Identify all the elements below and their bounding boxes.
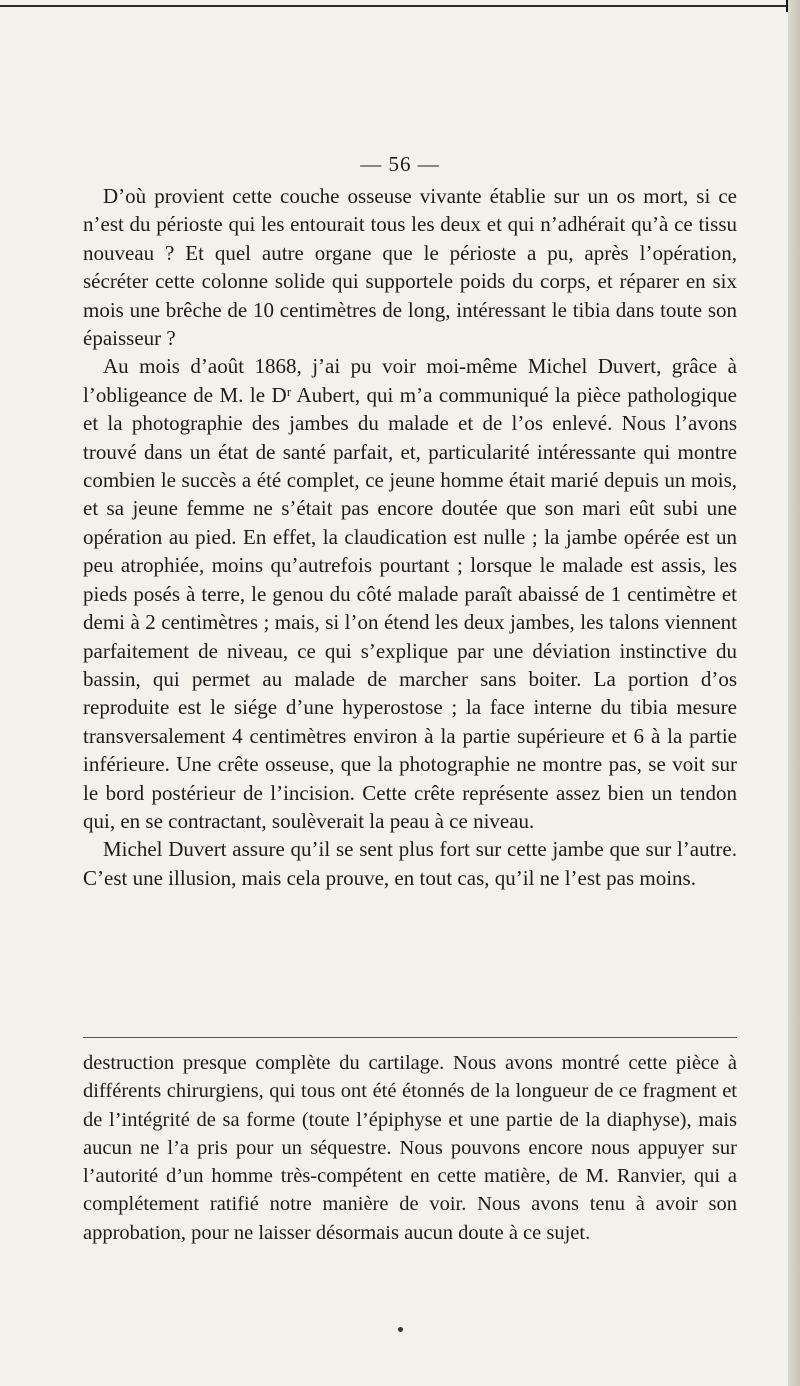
footnote bbox=[83, 1049, 737, 1247]
footnote-separator bbox=[83, 1037, 737, 1038]
paragraph-3: Michel Duvert assure qu’il se sent plus fort sur cette jambe que sur l’autre. C’est une illusion, mais cela prouve, en tout cas, qu’il ne l’est pas moins. bbox=[83, 837, 737, 890]
paragraph-2: Au mois d’août 1868, j’ai pu voir moi-même Michel Duvert, grâce à l’obligeance de M. le Dʳ Aubert, qui m’a communiqué la pièce pathologique et la photographie des jambes du malade et de l’os enlevé. Nous l’avons trouvé dans un état de santé parfait, et, particularité intéressante qui montre combien le succès a été complet, ce jeune homme était marié depuis un mois, et sa jeune femme ne s’était pas encore doutée que son mari eût subi une opération au pied. En effet, la claudication est nulle ; la jambe opérée est un peu atrophiée, moins qu’autrefois pourtant ; lorsque le malade est assis, les pieds posés à terre, le genou du côté malade paraît abaissé de 1 centimètre et demi à 2 centimètres ; mais, si l’on étend les deux jambes, les talons viennent parfaitement de niveau, ce qui s’explique par une déviation instinctive du bassin, qui permet au malade de marcher sans boiter. La portion d’os reproduite est le siége d’une hyperostose ; la face interne du tibia mesure transversalement 4 centimètres environ à la partie supérieure et 6 à la partie inférieure. Une crête osseuse, que la photographie ne montre pas, se voit sur le bord postérieur de l’incision. Cette crête représente assez bien un tendon qui, en se contractant, soulèverait la peau à ce niveau. bbox=[83, 354, 737, 833]
paragraph-1: D’où provient cette couche osseuse vivante établie sur un os mort, si ce n’est du périoste qui les entourait tous les deux et qui n’adhérait qu’à ce tissu nouveau ? Et quel autre organe que le périoste a pu, après l’opération, sécréter cette colonne solide qui supportele poids du corps, et réparer en six mois une brêche de 10 centimètres de long, intéressant le tibia dans toute son épaisseur ? bbox=[83, 184, 737, 351]
page-number: — 56 — bbox=[360, 152, 440, 176]
page-edge bbox=[788, 0, 800, 1386]
top-border-line bbox=[0, 5, 790, 7]
footnote-text: destruction presque complète du cartilage. Nous avons montré cette pièce à différents chirurgiens, qui tous ont été étonnés de la longueur de ce fragment et de l’intégrité de sa forme (toute l’épiphyse et une partie de la diaphyse), mais aucun ne l’a pris pour un séquestre. Nous pouvons encore nous appuyer sur l’autorité d’un homme très-compétent en cette matière, de M. Ranvier, qui a complétement ratifié notre manière de voir. Nous avons tenu à avoir son approbation, pour ne laisser désormais aucun doute à ce sujet. bbox=[83, 1052, 737, 1244]
ink-dot bbox=[398, 1327, 403, 1332]
main-text bbox=[83, 182, 737, 892]
